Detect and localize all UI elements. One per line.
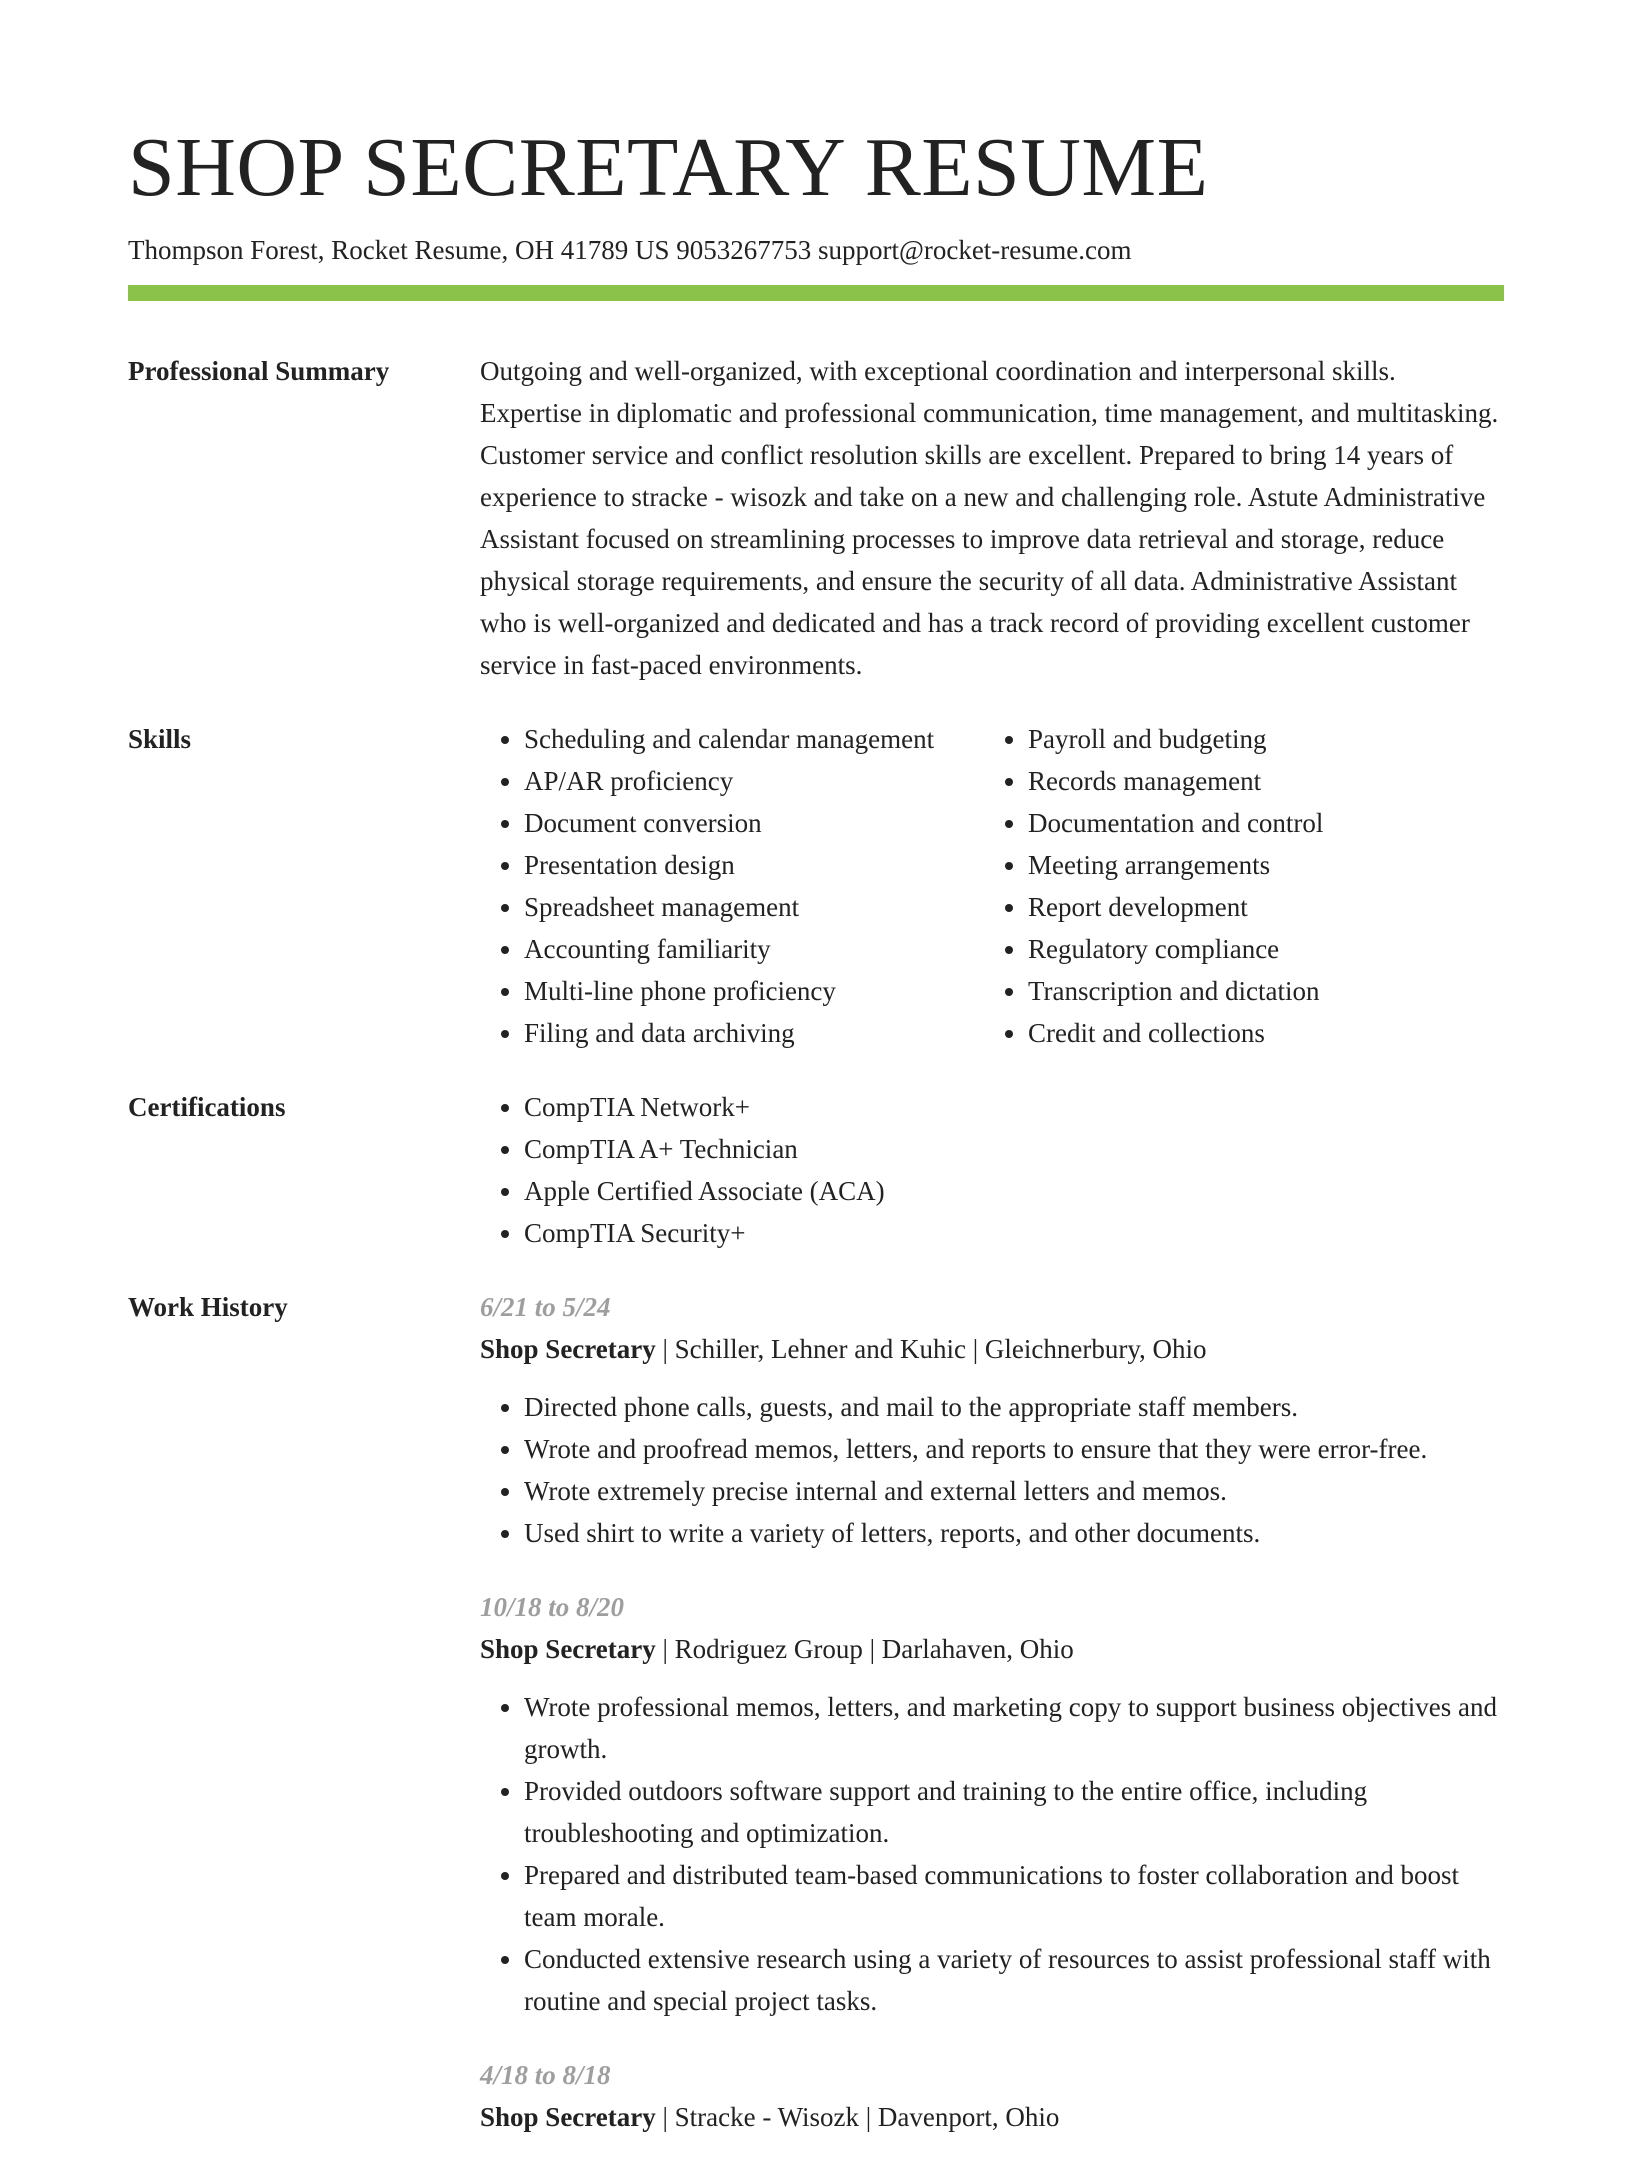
skill-item: • Transcription and dictation	[1028, 970, 1528, 1012]
job-duties-list	[480, 1686, 1504, 2022]
job-dates: 6/21 to 5/24	[480, 1292, 611, 1322]
summary-body	[480, 350, 1504, 686]
job-employer-location: | Schiller, Lehner and Kuhic | Gleichnerbury, Ohio	[655, 1334, 1207, 1364]
job-heading	[480, 1628, 1504, 1670]
certifications-label: Certifications	[128, 1092, 286, 1122]
job-title: Shop Secretary	[480, 2102, 656, 2132]
certification-item: • CompTIA Network+	[524, 1086, 1504, 1128]
certifications-body	[480, 1086, 1504, 1254]
skills-body	[480, 718, 1504, 1054]
job-entry	[480, 1286, 1504, 1554]
certification-item: • Apple Certified Associate (ACA)	[524, 1170, 1504, 1212]
skills-label: Skills	[128, 724, 192, 754]
skill-item: • Meeting arrangements	[1028, 844, 1528, 886]
certifications-list	[480, 1086, 1504, 1254]
skill-item: • Scheduling and calendar management	[524, 718, 984, 760]
job-duty: • Wrote and proofread memos, letters, and reports to ensure that they were error-free.	[524, 1428, 1504, 1470]
certification-item: • CompTIA A+ Technician	[524, 1128, 1504, 1170]
job-duty: • Wrote professional memos, letters, and marketing copy to support business objectives and growth.	[524, 1686, 1504, 1770]
skill-item: • Payroll and budgeting	[1028, 718, 1528, 760]
skills-list-right	[984, 718, 1528, 1054]
summary-text: Outgoing and well-organized, with exceptional coordination and interpersonal skills. Expertise in diplomatic and professional communication, time management, and multitasking. Customer service and conflict resolution skills are excellent. Prepared to bring 14 years of experience to stracke - wisozk and take on a new and challenging role. Astute Administrative Assistant focused on streamlining processes to improve data retrieval and storage, reduce physical storage requirements, and ensure the security of all data. Administrative Assistant who is well-organized and dedicated and has a track record of providing excellent customer service in fast-paced environments.	[480, 356, 1499, 680]
skill-item: • Regulatory compliance	[1028, 928, 1528, 970]
job-employer-location: | Rodriguez Group | Darlahaven, Ohio	[655, 1634, 1074, 1664]
skill-item: • Multi-line phone proficiency	[524, 970, 984, 1012]
skill-item: • Document conversion	[524, 802, 984, 844]
job-duty: • Prepared and distributed team-based communications to foster collaboration and boost team morale.	[524, 1854, 1504, 1938]
job-title: Shop Secretary	[480, 1334, 656, 1364]
job-duty: • Provided outdoors software support and training to the entire office, including troubleshooting and optimization.	[524, 1770, 1504, 1854]
job-duties-list	[480, 1386, 1504, 1554]
job-dates: 4/18 to 8/18	[480, 2060, 611, 2090]
skill-item: • Filing and data archiving	[524, 1012, 984, 1054]
job-duty: • Used shirt to write a variety of letters, reports, and other documents.	[524, 1512, 1504, 1554]
skills-list-left	[480, 718, 984, 1054]
skill-item: • Report development	[1028, 886, 1528, 928]
job-duty: • Wrote extremely precise internal and external letters and memos.	[524, 1470, 1504, 1512]
skill-item: • Accounting familiarity	[524, 928, 984, 970]
skill-item: • AP/AR proficiency	[524, 760, 984, 802]
summary-label: Professional Summary	[128, 356, 390, 386]
skill-item: • Credit and collections	[1028, 1012, 1528, 1054]
skill-item: • Spreadsheet management	[524, 886, 984, 928]
skill-item: • Documentation and control	[1028, 802, 1528, 844]
work-history-label: Work History	[128, 1292, 288, 1322]
certification-item: • CompTIA Security+	[524, 1212, 1504, 1254]
job-employer-location: | Stracke - Wisozk | Davenport, Ohio	[655, 2102, 1060, 2132]
contact-line: Thompson Forest, Rocket Resume, OH 41789 US 9053267753 support@rocket-resume.com	[128, 235, 1132, 265]
header-divider	[128, 285, 1504, 301]
job-entry	[480, 1586, 1504, 2022]
job-duty: • Conducted extensive research using a variety of resources to assist professional staff with routine and special project tasks.	[524, 1938, 1504, 2022]
skill-item: • Presentation design	[524, 844, 984, 886]
job-entry	[480, 2054, 1504, 2138]
resume-title: SHOP SECRETARY RESUME	[128, 121, 1209, 214]
job-heading	[480, 1328, 1504, 1370]
job-heading	[480, 2096, 1504, 2138]
job-duty: • Directed phone calls, guests, and mail to the appropriate staff members.	[524, 1386, 1504, 1428]
skill-item: • Records management	[1028, 760, 1528, 802]
job-title: Shop Secretary	[480, 1634, 656, 1664]
job-dates: 10/18 to 8/20	[480, 1592, 625, 1622]
work-history-body	[480, 1286, 1504, 2170]
